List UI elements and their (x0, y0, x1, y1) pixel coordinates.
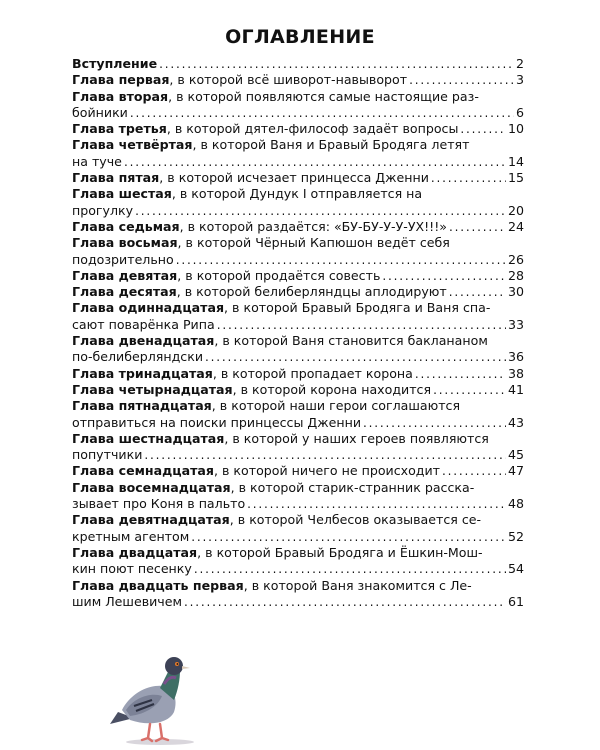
dot-leader (191, 529, 506, 545)
chapter-description: , в которой всё шиворот-навыворот (169, 72, 408, 88)
chapter-description: , в которой дятел-философ задаёт вопросы (166, 121, 459, 137)
toc-entry (72, 480, 524, 513)
chapter-name: Глава третья (72, 121, 167, 137)
chapter-name: Глава пятая (72, 170, 160, 186)
chapter-name: Глава седьмая (72, 218, 180, 234)
page-number: 36 (507, 349, 524, 365)
chapter-description: , в которой пропадает корона (212, 365, 413, 381)
chapter-name: Глава пятнадцатая (72, 398, 212, 414)
chapter-name: Глава двадцать первая (72, 577, 244, 593)
toc-entry (72, 366, 524, 382)
page-number: 48 (507, 496, 524, 512)
chapter-name: Глава девятнадцатая (72, 512, 230, 528)
toc-entry (72, 170, 524, 186)
chapter-name: Глава одиннадцатая (72, 300, 225, 316)
chapter-description: , в которой Бравый Бродяга и Ёшкин-Мош- (197, 544, 483, 560)
chapter-description-continued: сают поварёнка Рипа (72, 316, 215, 332)
chapter-description: , в которой исчезает принцесса Дженни (159, 170, 429, 186)
page-number: 14 (507, 153, 524, 169)
dot-leader (144, 447, 506, 463)
toc-entry (72, 121, 524, 137)
chapter-name: Глава девятая (72, 267, 178, 283)
chapter-description: , в которой у наших героев появляются (224, 430, 489, 446)
dot-leader (382, 268, 506, 284)
toc-entry (72, 382, 524, 398)
chapter-name: Глава четырнадцатая (72, 381, 233, 397)
chapter-description-continued: шим Лешевичем (72, 593, 182, 609)
toc-entry (72, 512, 524, 545)
chapter-description-continued: прогулку (72, 202, 134, 218)
chapter-name: Глава первая (72, 72, 170, 88)
chapter-description-continued: зывает про Коня в пальто (72, 496, 246, 512)
chapter-name: Глава вторая (72, 88, 169, 104)
page-number: 6 (515, 104, 524, 120)
chapter-description: , в которой старик-странник расска- (230, 479, 475, 495)
table-of-contents (72, 56, 524, 610)
chapter-description-continued: по-белиберляндски (72, 349, 204, 365)
dot-leader (415, 366, 506, 382)
chapter-description: , в которой Челбесов оказывается се- (229, 512, 482, 528)
page-number: 28 (507, 267, 524, 283)
chapter-description: , в которой раздаётся: «БУ-БУ-У-У-УХ!!!» (179, 218, 447, 234)
toc-entry (72, 56, 524, 72)
chapter-name: Вступление (72, 56, 158, 71)
dot-leader (409, 72, 514, 88)
dot-leader (431, 170, 506, 186)
chapter-name: Глава двадцатая (72, 544, 198, 560)
toc-entry (72, 333, 524, 366)
page-number: 61 (507, 593, 524, 609)
dot-leader (449, 284, 506, 300)
chapter-name: Глава шестая (72, 186, 172, 202)
chapter-description: , в которой появляются самые настоящие раз- (168, 88, 479, 104)
dot-leader (247, 496, 506, 512)
page-number: 10 (507, 121, 524, 137)
toc-entry (72, 398, 524, 431)
page-number: 38 (507, 365, 524, 381)
toc-entry (72, 545, 524, 578)
toc-entry (72, 72, 524, 88)
page-number: 54 (507, 561, 524, 577)
toc-entry (72, 284, 524, 300)
chapter-description-continued: отправиться на поиски принцессы Дженни (72, 414, 361, 430)
page-number: 41 (507, 381, 524, 397)
toc-entry (72, 463, 524, 479)
toc-entry (72, 431, 524, 464)
dot-leader (433, 382, 506, 398)
dot-leader (159, 56, 514, 72)
chapter-name: Глава четвёртая (72, 137, 193, 153)
page-number: 43 (507, 414, 524, 430)
dot-leader (194, 561, 506, 577)
chapter-description-continued: кретным агентом (72, 528, 190, 544)
chapter-description-continued: кин поют песенку (72, 561, 192, 577)
toc-entry (72, 137, 524, 170)
page-number: 52 (507, 528, 524, 544)
chapter-name: Глава десятая (72, 284, 177, 300)
toc-entry (72, 219, 524, 235)
chapter-description-continued: попутчики (72, 447, 143, 463)
chapter-description: , в которой белиберляндцы аплодируют (176, 284, 447, 300)
toc-entry (72, 89, 524, 122)
dot-leader (135, 203, 506, 219)
dot-leader (449, 219, 506, 235)
chapter-description: , в которой Дундук I отправляется на (171, 186, 423, 202)
chapter-description: , в которой Ваня и Бравый Бродяга летят (192, 137, 470, 153)
page-number: 45 (507, 447, 524, 463)
chapter-description: , в которой ничего не происходит (214, 463, 441, 479)
toc-entry (72, 578, 524, 611)
dot-leader (184, 594, 506, 610)
chapter-description-continued: подозрительно (72, 251, 174, 267)
chapter-name: Глава шестнадцатая (72, 430, 225, 446)
dot-leader (205, 349, 506, 365)
dot-leader (130, 105, 514, 121)
chapter-description: , в которой Ваня становится баклананом (214, 333, 488, 349)
chapter-name: Глава семнадцатая (72, 463, 214, 479)
chapter-description: , в которой Ваня знакомится с Ле- (243, 577, 472, 593)
chapter-description: , в которой Чёрный Капюшон ведёт себя (177, 235, 450, 251)
chapter-name: Глава тринадцатая (72, 365, 213, 381)
page-number: 47 (507, 463, 524, 479)
toc-entry (72, 235, 524, 268)
chapter-name: Глава восьмая (72, 235, 178, 251)
toc-entry (72, 268, 524, 284)
dot-leader (460, 121, 506, 137)
chapter-description: , в которой корона находится (232, 381, 432, 397)
chapter-description-continued: бойники (72, 104, 128, 120)
page-title: ОГЛАВЛЕНИЕ (225, 26, 375, 48)
page-number: 2 (515, 56, 524, 71)
dot-leader (176, 252, 506, 268)
page-number: 33 (507, 316, 524, 332)
chapter-description: , в которой наши герои соглашаются (211, 398, 461, 414)
chapter-description-continued: на туче (72, 153, 122, 169)
dot-leader (124, 154, 506, 170)
page-number: 26 (507, 251, 524, 267)
page-number: 24 (507, 218, 524, 234)
dot-leader (442, 463, 506, 479)
chapter-description: , в которой Бравый Бродяга и Ваня спа- (224, 300, 491, 316)
toc-entry (72, 186, 524, 219)
toc-entry (72, 300, 524, 333)
dot-leader (217, 317, 506, 333)
page-number: 30 (507, 284, 524, 300)
chapter-description: , в которой продаётся совесть (177, 267, 381, 283)
pigeon-illustration (108, 654, 208, 746)
page-number: 15 (507, 170, 524, 186)
dot-leader (363, 415, 506, 431)
page-number: 20 (507, 202, 524, 218)
page-number: 3 (515, 72, 524, 88)
chapter-name: Глава восемнадцатая (72, 479, 231, 495)
chapter-name: Глава двенадцатая (72, 333, 215, 349)
